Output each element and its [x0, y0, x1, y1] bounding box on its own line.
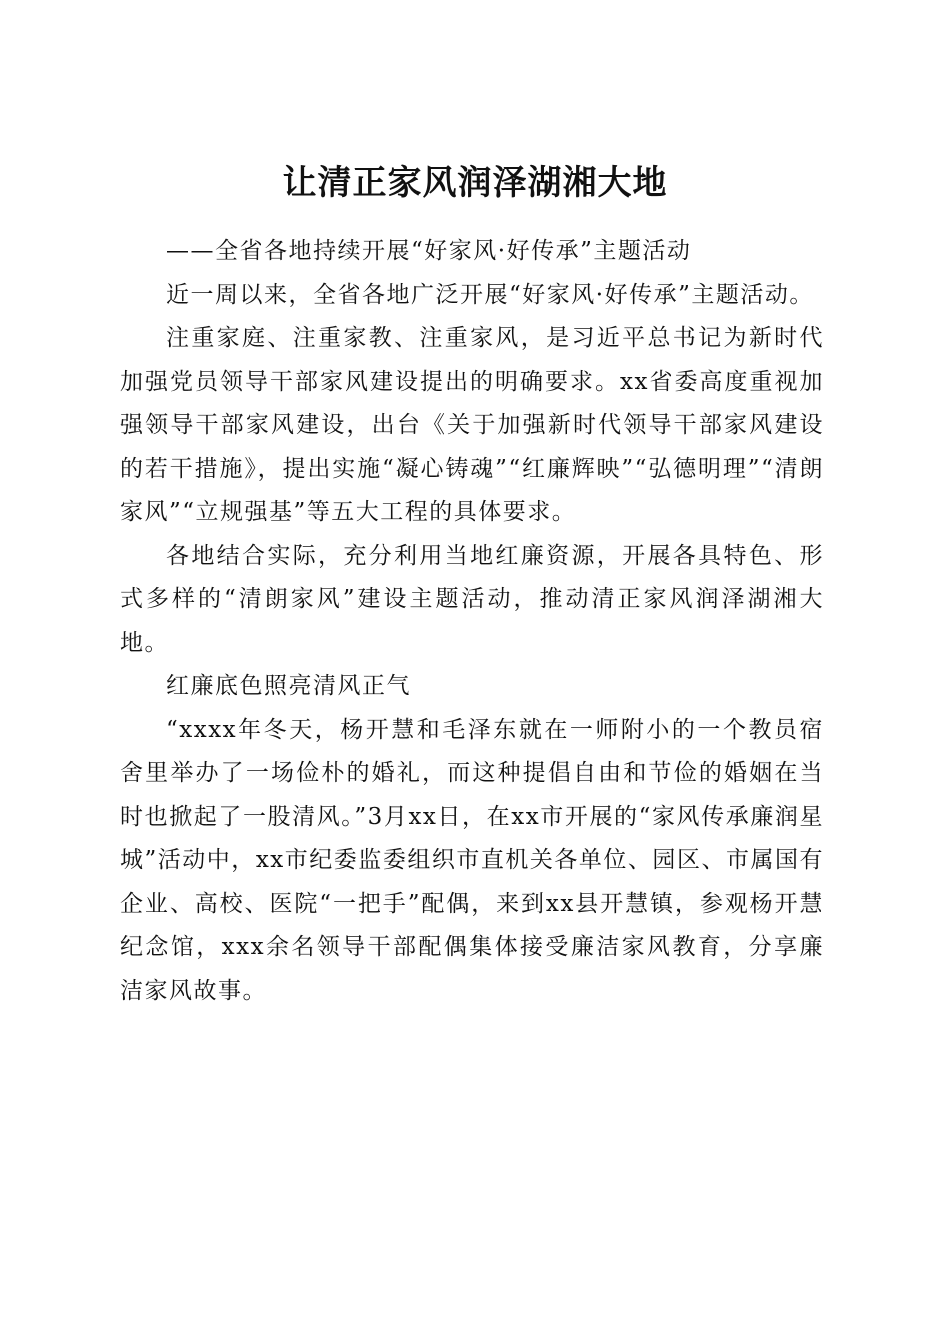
subtitle-paragraph: ——全省各地持续开展“好家风·好传承”主题活动 — [166, 238, 692, 264]
document-title: 让清正家风润泽湖湘大地 — [282, 162, 668, 203]
requirements-paragraph: 注重家庭、注重家教、注重家风，是习近平总书记为新时代加强党员领导干部家风建设提出的明确要求。xx省委高度重视加强领导干部家风建设，出台《关于加强新时代领导干部家风建设的若干措施》，提出实施“凝心铸魂”“红廉辉映”“弘德明理”“清朗家风”“立规强基”等五大工程的具体要求。 — [120, 325, 824, 525]
activities-paragraph: 各地结合实际，充分利用当地红廉资源，开展各具特色、形式多样的“清朗家风”建设主题活动，推动清正家风润泽湖湘大地。 — [120, 542, 824, 656]
section-heading: 红廉底色照亮清风正气 — [166, 673, 411, 699]
intro-paragraph: 近一周以来，全省各地广泛开展“好家风·好传承”主题活动。 — [166, 281, 814, 308]
story-paragraph: “xxxx年冬天，杨开慧和毛泽东就在一师附小的一个教员宿舍里举办了一场俭朴的婚礼，而这种提倡自由和节俭的婚姻在当时也掀起了一股清风。”3月xx日，在xx市开展的“家风传承廉润星城”活动中，xx市纪委监委组织市直机关各单位、园区、市属国有企业、高校、医院“一把手”配偶，来到xx县开慧镇，参观杨开慧纪念馆，xxx余名领导干部配偶集体接受廉洁家风教育，分享廉洁家风故事。 — [120, 716, 824, 1004]
document-body — [120, 230, 824, 1013]
